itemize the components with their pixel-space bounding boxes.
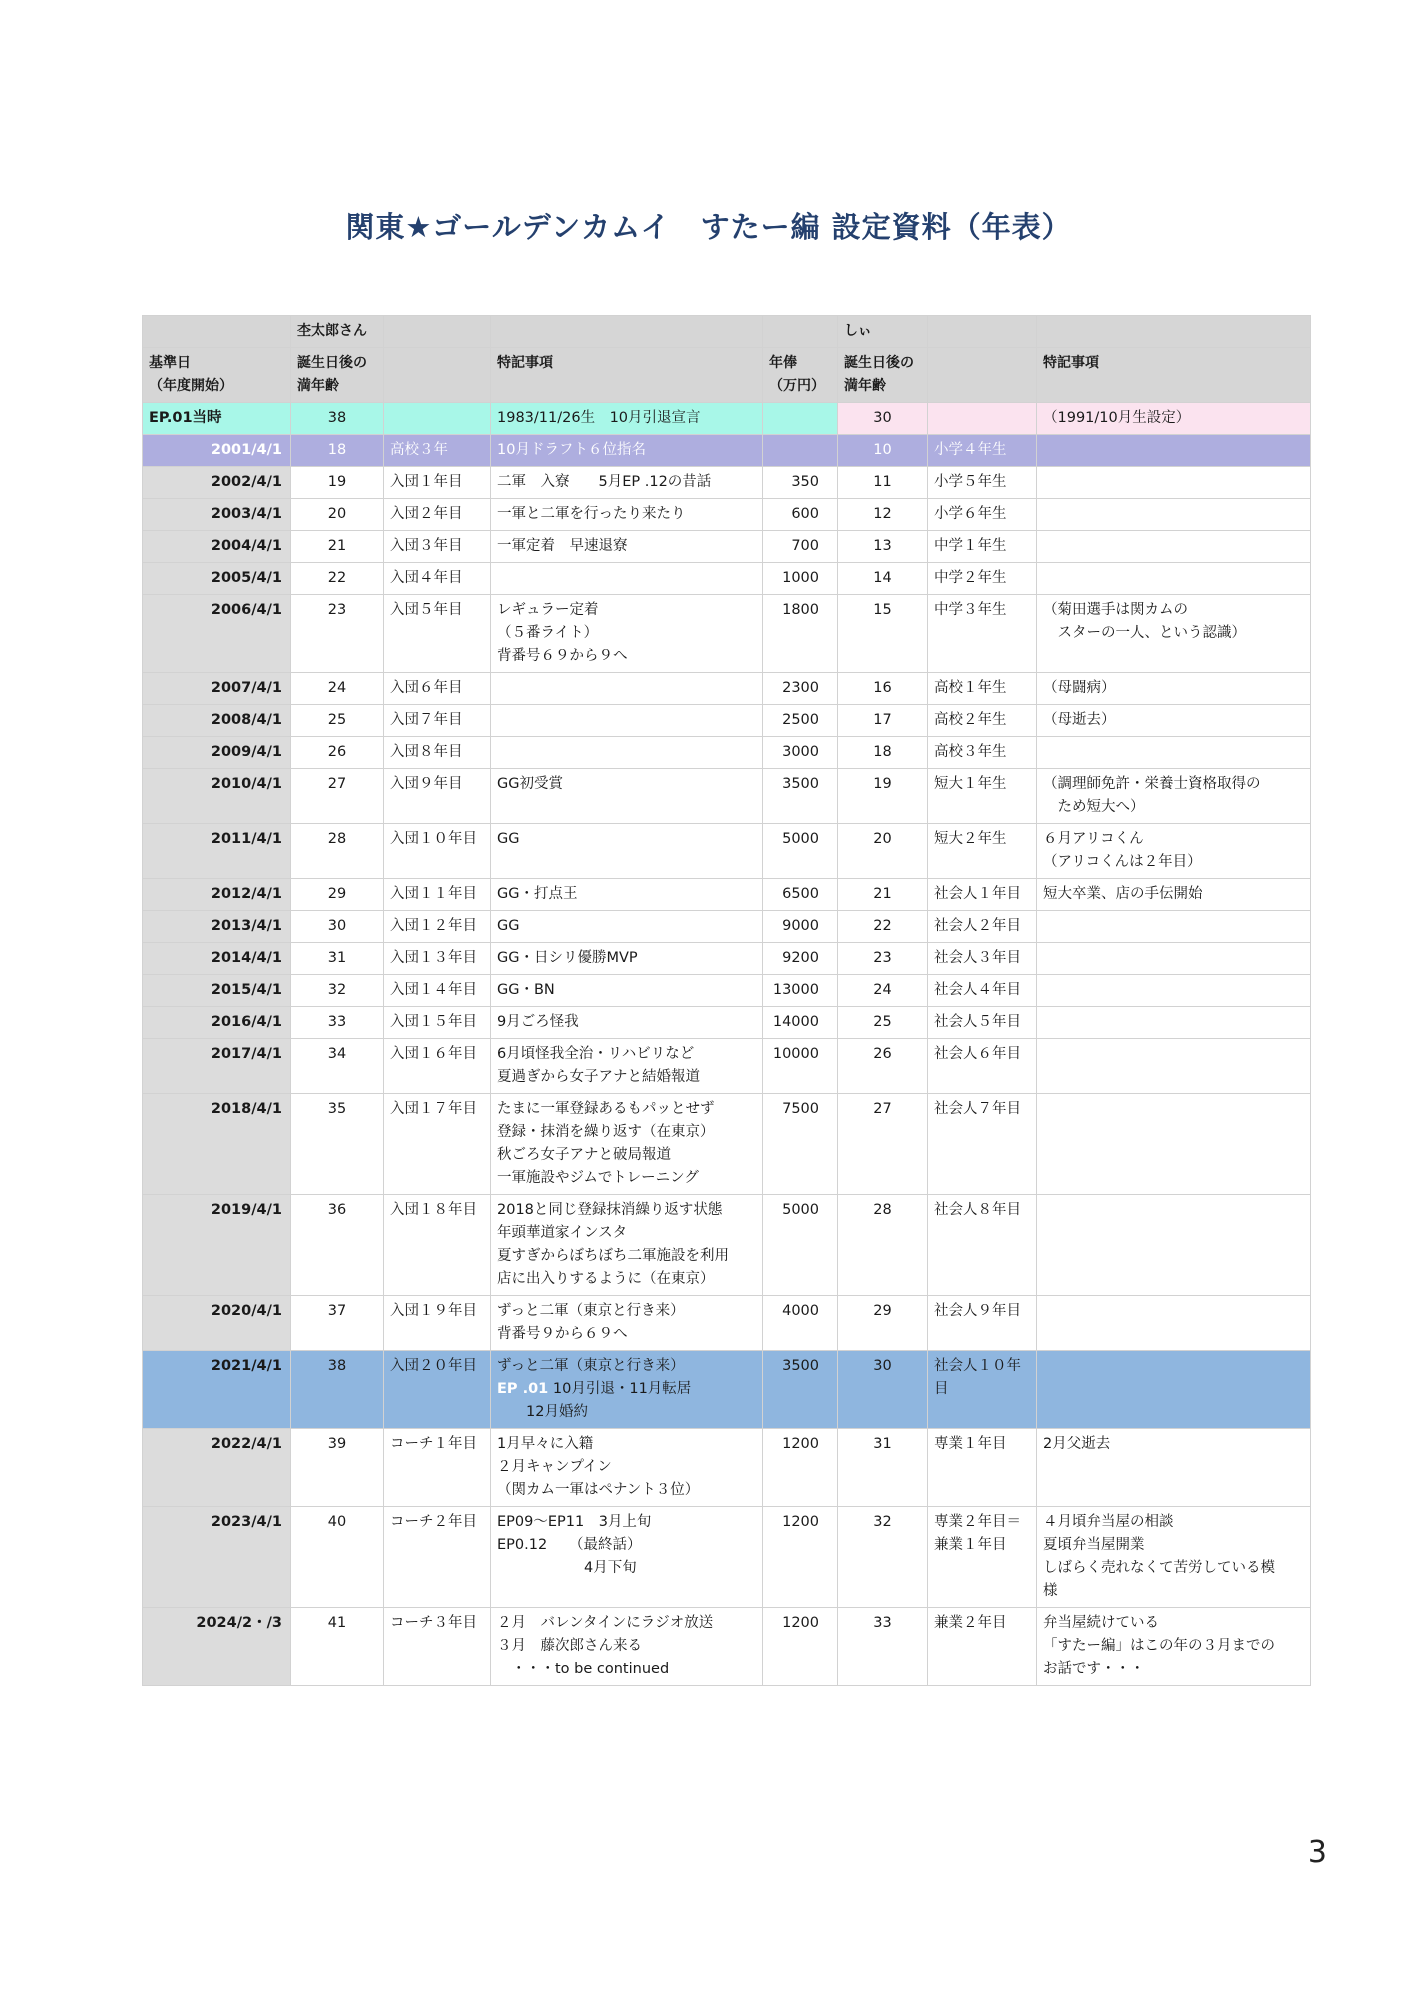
age1-cell: 21 — [291, 531, 384, 563]
salary-cell: 700 — [763, 531, 838, 563]
date-cell: 2020/4/1 — [143, 1296, 291, 1351]
date-cell: 2007/4/1 — [143, 673, 291, 705]
notes1-cell: 1983/11/26生 10月引退宣言 — [491, 403, 763, 435]
table-row — [143, 403, 1311, 435]
salary-cell: 9000 — [763, 911, 838, 943]
status1-cell: 入団２年目 — [384, 499, 491, 531]
table-row — [143, 705, 1311, 737]
age1-cell: 41 — [291, 1608, 384, 1686]
notes1-cell: EP09〜EP11 3月上旬 EP0.12 （最終話） 4月下旬 — [491, 1507, 763, 1608]
status2-cell: 専業１年目 — [928, 1429, 1037, 1507]
notes2-cell — [1037, 1296, 1311, 1351]
table-row — [143, 1039, 1311, 1094]
status2-cell: 小学５年生 — [928, 467, 1037, 499]
table-row — [143, 1429, 1311, 1507]
table-row — [143, 563, 1311, 595]
notes1-cell: 二軍 入寮 5月EP .12の昔話 — [491, 467, 763, 499]
status1-cell: 入団１３年目 — [384, 943, 491, 975]
salary-cell: 3000 — [763, 737, 838, 769]
salary-cell: 2300 — [763, 673, 838, 705]
status1-cell: 入団１１年目 — [384, 879, 491, 911]
status2-cell: 社会人６年目 — [928, 1039, 1037, 1094]
status1-cell: 入団９年目 — [384, 769, 491, 824]
status2-cell: 高校３年生 — [928, 737, 1037, 769]
age2-cell: 20 — [838, 824, 928, 879]
ep01-label: EP .01 — [497, 1381, 549, 1397]
notes2-cell — [1037, 435, 1311, 467]
age1-cell: 31 — [291, 943, 384, 975]
header-cell — [763, 316, 838, 348]
status2-cell: 短大２年生 — [928, 824, 1037, 879]
age1-cell: 38 — [291, 403, 384, 435]
notes1-cell: GG・日シリ優勝MVP — [491, 943, 763, 975]
notes2-cell — [1037, 975, 1311, 1007]
notes2-cell: 弁当屋続けている 「すたー編」はこの年の３月までの お話です・・・ — [1037, 1608, 1311, 1686]
header-salary: 年俸 （万円） — [763, 348, 838, 403]
status2-cell: 社会人８年目 — [928, 1195, 1037, 1296]
notes1-cell: GG — [491, 911, 763, 943]
notes1-cell: 2018と同じ登録抹消繰り返す状態 年頭華道家インスタ 夏すぎからぼちぼち二軍施設を利用 店に出入りするように（在東京） — [491, 1195, 763, 1296]
header-cell — [491, 316, 763, 348]
date-cell: 2022/4/1 — [143, 1429, 291, 1507]
status1-cell: 入団１４年目 — [384, 975, 491, 1007]
date-cell: 2015/4/1 — [143, 975, 291, 1007]
notes1-cell: 一軍と二軍を行ったり来たり — [491, 499, 763, 531]
date-cell: 2008/4/1 — [143, 705, 291, 737]
salary-cell: 10000 — [763, 1039, 838, 1094]
status1-cell: 入団２０年目 — [384, 1351, 491, 1429]
salary-cell: 5000 — [763, 824, 838, 879]
salary-cell: 2500 — [763, 705, 838, 737]
status2-cell: 社会人９年目 — [928, 1296, 1037, 1351]
age2-cell: 16 — [838, 673, 928, 705]
notes1-cell: GG・BN — [491, 975, 763, 1007]
age2-cell: 22 — [838, 911, 928, 943]
age2-cell: 25 — [838, 1007, 928, 1039]
status2-cell: 高校２年生 — [928, 705, 1037, 737]
salary-cell: 9200 — [763, 943, 838, 975]
table-row — [143, 595, 1311, 673]
age1-cell: 36 — [291, 1195, 384, 1296]
status1-cell: 入団７年目 — [384, 705, 491, 737]
ep01-text: 10月引退・11月転居 — [548, 1381, 692, 1397]
notes1-cell: ずっと二軍（東京と行き来） EP .01 10月引退・11月転居 12月婚約 — [491, 1351, 763, 1429]
header-person2: しぃ — [838, 316, 928, 348]
age2-cell: 31 — [838, 1429, 928, 1507]
header-base-date: 基準日 （年度開始） — [143, 348, 291, 403]
status1-cell — [384, 403, 491, 435]
table-row — [143, 737, 1311, 769]
table-row — [143, 1007, 1311, 1039]
header-cell — [1037, 316, 1311, 348]
header-notes1: 特記事項 — [491, 348, 763, 403]
date-cell: 2012/4/1 — [143, 879, 291, 911]
table-row — [143, 911, 1311, 943]
age1-cell: 24 — [291, 673, 384, 705]
notes1-cell — [491, 705, 763, 737]
salary-cell: 14000 — [763, 1007, 838, 1039]
status1-cell: 入団１７年目 — [384, 1094, 491, 1195]
header-row-columns — [143, 348, 1311, 403]
salary-cell: 1200 — [763, 1507, 838, 1608]
age1-cell: 38 — [291, 1351, 384, 1429]
salary-cell — [763, 435, 838, 467]
notes1-cell: GG初受賞 — [491, 769, 763, 824]
age1-cell: 27 — [291, 769, 384, 824]
age2-cell: 21 — [838, 879, 928, 911]
notes1-cell: たまに一軍登録あるもパッとせず 登録・抹消を繰り返す（在東京） 秋ごろ女子アナと破局報道 一軍施設やジムでトレーニング — [491, 1094, 763, 1195]
date-cell: 2023/4/1 — [143, 1507, 291, 1608]
status1-cell: 入団１５年目 — [384, 1007, 491, 1039]
notes1-cell: レギュラー定着 （５番ライト） 背番号６９から９へ — [491, 595, 763, 673]
age1-cell: 37 — [291, 1296, 384, 1351]
notes2-cell — [1037, 911, 1311, 943]
age1-cell: 28 — [291, 824, 384, 879]
age1-cell: 40 — [291, 1507, 384, 1608]
age1-cell: 19 — [291, 467, 384, 499]
notes1-cell: GG・打点王 — [491, 879, 763, 911]
salary-cell: 600 — [763, 499, 838, 531]
date-cell: EP.01当時 — [143, 403, 291, 435]
date-cell: 2009/4/1 — [143, 737, 291, 769]
table-row — [143, 1296, 1311, 1351]
status2-cell — [928, 403, 1037, 435]
age2-cell: 24 — [838, 975, 928, 1007]
age2-cell: 33 — [838, 1608, 928, 1686]
header-age2: 誕生日後の 満年齢 — [838, 348, 928, 403]
status1-cell: 入団１８年目 — [384, 1195, 491, 1296]
notes1-cell — [491, 737, 763, 769]
salary-cell: 3500 — [763, 1351, 838, 1429]
salary-cell: 7500 — [763, 1094, 838, 1195]
notes1-cell — [491, 563, 763, 595]
notes1-cell: ２月 バレンタインにラジオ放送 ３月 藤次郎さん来る ・・・to be continued — [491, 1608, 763, 1686]
status1-cell: 入団５年目 — [384, 595, 491, 673]
age1-cell: 26 — [291, 737, 384, 769]
header-notes2: 特記事項 — [1037, 348, 1311, 403]
status1-cell: 入団１０年目 — [384, 824, 491, 879]
salary-cell: 350 — [763, 467, 838, 499]
age2-cell: 17 — [838, 705, 928, 737]
status2-cell: 社会人５年目 — [928, 1007, 1037, 1039]
status1-cell: コーチ３年目 — [384, 1608, 491, 1686]
status2-cell: 高校１年生 — [928, 673, 1037, 705]
notes2-cell — [1037, 1039, 1311, 1094]
date-cell: 2005/4/1 — [143, 563, 291, 595]
age1-cell: 23 — [291, 595, 384, 673]
salary-cell: 6500 — [763, 879, 838, 911]
table-row — [143, 1195, 1311, 1296]
table-row — [143, 975, 1311, 1007]
notes1-cell: 6月頃怪我全治・リハビリなど 夏過ぎから女子アナと結婚報道 — [491, 1039, 763, 1094]
notes2-cell — [1037, 943, 1311, 975]
page-number: 3 — [1307, 1835, 1327, 1870]
status1-cell: 入団８年目 — [384, 737, 491, 769]
status2-cell: 短大１年生 — [928, 769, 1037, 824]
age2-cell: 15 — [838, 595, 928, 673]
page-title: 関東★ゴールデンカムイ すたー編 設定資料（年表） — [345, 210, 1072, 244]
salary-cell: 3500 — [763, 769, 838, 824]
table-row — [143, 1094, 1311, 1195]
notes2-cell: （母闘病） — [1037, 673, 1311, 705]
notes2-cell — [1037, 531, 1311, 563]
date-cell: 2004/4/1 — [143, 531, 291, 563]
salary-cell: 5000 — [763, 1195, 838, 1296]
notes2-cell: ６月アリコくん （アリコくんは２年目） — [1037, 824, 1311, 879]
notes1-cell: 10月ドラフト６位指名 — [491, 435, 763, 467]
status2-cell: 社会人２年目 — [928, 911, 1037, 943]
notes2-cell — [1037, 1094, 1311, 1195]
header-cell — [384, 348, 491, 403]
status2-cell: 社会人１０年 目 — [928, 1351, 1037, 1429]
notes2-cell — [1037, 499, 1311, 531]
table-row — [143, 1507, 1311, 1608]
table-row — [143, 531, 1311, 563]
date-cell: 2013/4/1 — [143, 911, 291, 943]
ep01-line — [497, 1378, 756, 1401]
table-row — [143, 879, 1311, 911]
status1-cell: コーチ２年目 — [384, 1507, 491, 1608]
notes2-cell — [1037, 467, 1311, 499]
age2-cell: 32 — [838, 1507, 928, 1608]
table-row — [143, 824, 1311, 879]
table-row — [143, 499, 1311, 531]
date-cell: 2002/4/1 — [143, 467, 291, 499]
date-cell: 2016/4/1 — [143, 1007, 291, 1039]
header-cell — [143, 316, 291, 348]
age2-cell: 10 — [838, 435, 928, 467]
table-row — [143, 467, 1311, 499]
status2-cell: 社会人４年目 — [928, 975, 1037, 1007]
date-cell: 2018/4/1 — [143, 1094, 291, 1195]
table-row — [143, 1608, 1311, 1686]
notes2-cell — [1037, 1007, 1311, 1039]
age2-cell: 27 — [838, 1094, 928, 1195]
date-cell: 2017/4/1 — [143, 1039, 291, 1094]
age2-cell: 14 — [838, 563, 928, 595]
notes1-cell: 9月ごろ怪我 — [491, 1007, 763, 1039]
age1-cell: 18 — [291, 435, 384, 467]
status2-cell: 兼業２年目 — [928, 1608, 1037, 1686]
date-cell: 2011/4/1 — [143, 824, 291, 879]
salary-cell: 1200 — [763, 1608, 838, 1686]
salary-cell: 1800 — [763, 595, 838, 673]
notes2-cell — [1037, 1195, 1311, 1296]
status2-cell: 社会人１年目 — [928, 879, 1037, 911]
header-cell — [384, 316, 491, 348]
status2-cell: 専業２年目＝ 兼業１年目 — [928, 1507, 1037, 1608]
status2-cell: 小学６年生 — [928, 499, 1037, 531]
status2-cell: 社会人３年目 — [928, 943, 1037, 975]
salary-cell: 1000 — [763, 563, 838, 595]
age1-cell: 25 — [291, 705, 384, 737]
status2-cell: 中学２年生 — [928, 563, 1037, 595]
notes2-cell: 2月父逝去 — [1037, 1429, 1311, 1507]
age2-cell: 23 — [838, 943, 928, 975]
status1-cell: 高校３年 — [384, 435, 491, 467]
notes2-cell: （1991/10月生設定） — [1037, 403, 1311, 435]
age2-cell: 19 — [838, 769, 928, 824]
date-cell: 2006/4/1 — [143, 595, 291, 673]
status1-cell: 入団１年目 — [384, 467, 491, 499]
age2-cell: 12 — [838, 499, 928, 531]
header-cell — [928, 348, 1037, 403]
notes2-cell: ４月頃弁当屋の相談 夏頃弁当屋開業 しばらく売れなくて苦労している模 様 — [1037, 1507, 1311, 1608]
notes1-cell: ずっと二軍（東京と行き来） 背番号９から６９へ — [491, 1296, 763, 1351]
age2-cell: 30 — [838, 403, 928, 435]
table-row — [143, 1351, 1311, 1429]
age2-cell: 11 — [838, 467, 928, 499]
date-cell: 2021/4/1 — [143, 1351, 291, 1429]
age1-cell: 33 — [291, 1007, 384, 1039]
age1-cell: 29 — [291, 879, 384, 911]
age2-cell: 26 — [838, 1039, 928, 1094]
status2-cell: 中学１年生 — [928, 531, 1037, 563]
date-cell: 2019/4/1 — [143, 1195, 291, 1296]
status2-cell: 社会人７年目 — [928, 1094, 1037, 1195]
status1-cell: コーチ１年目 — [384, 1429, 491, 1507]
age1-cell: 22 — [291, 563, 384, 595]
age1-cell: 35 — [291, 1094, 384, 1195]
date-cell: 2003/4/1 — [143, 499, 291, 531]
header-cell — [928, 316, 1037, 348]
date-cell: 2014/4/1 — [143, 943, 291, 975]
age1-cell: 34 — [291, 1039, 384, 1094]
table-row — [143, 435, 1311, 467]
age1-cell: 20 — [291, 499, 384, 531]
date-cell: 2001/4/1 — [143, 435, 291, 467]
notes2-cell: （調理師免許・栄養士資格取得の ため短大へ） — [1037, 769, 1311, 824]
date-cell: 2024/2・/3 — [143, 1608, 291, 1686]
notes2-cell: 短大卒業、店の手伝開始 — [1037, 879, 1311, 911]
notes2-cell: （母逝去） — [1037, 705, 1311, 737]
status1-cell: 入団１６年目 — [384, 1039, 491, 1094]
date-cell: 2010/4/1 — [143, 769, 291, 824]
notes1-cell: 1月早々に入籍 ２月キャンプイン （関カム一軍はペナント３位） — [491, 1429, 763, 1507]
age2-cell: 30 — [838, 1351, 928, 1429]
header-person1: 杢太郎さん — [291, 316, 384, 348]
notes2-cell — [1037, 1351, 1311, 1429]
timeline-table — [142, 315, 1311, 1686]
table-row — [143, 769, 1311, 824]
salary-cell: 13000 — [763, 975, 838, 1007]
age2-cell: 29 — [838, 1296, 928, 1351]
age2-cell: 13 — [838, 531, 928, 563]
salary-cell — [763, 403, 838, 435]
status2-cell: 小学４年生 — [928, 435, 1037, 467]
status1-cell: 入団１２年目 — [384, 911, 491, 943]
status1-cell: 入団４年目 — [384, 563, 491, 595]
notes2-cell — [1037, 737, 1311, 769]
table-row — [143, 673, 1311, 705]
salary-cell: 4000 — [763, 1296, 838, 1351]
salary-cell: 1200 — [763, 1429, 838, 1507]
status1-cell: 入団１９年目 — [384, 1296, 491, 1351]
notes1-cell: GG — [491, 824, 763, 879]
age1-cell: 39 — [291, 1429, 384, 1507]
ep01-line3: 12月婚約 — [497, 1404, 588, 1420]
age1-cell: 32 — [291, 975, 384, 1007]
notes1-cell — [491, 673, 763, 705]
header-age1: 誕生日後の 満年齢 — [291, 348, 384, 403]
header-row-names — [143, 316, 1311, 348]
age2-cell: 18 — [838, 737, 928, 769]
notes2-cell — [1037, 563, 1311, 595]
status1-cell: 入団６年目 — [384, 673, 491, 705]
table-row — [143, 943, 1311, 975]
age1-cell: 30 — [291, 911, 384, 943]
status2-cell: 中学３年生 — [928, 595, 1037, 673]
notes2-cell: （菊田選手は関カムの スターの一人、という認識） — [1037, 595, 1311, 673]
status1-cell: 入団３年目 — [384, 531, 491, 563]
age2-cell: 28 — [838, 1195, 928, 1296]
notes1-cell: 一軍定着 早速退寮 — [491, 531, 763, 563]
